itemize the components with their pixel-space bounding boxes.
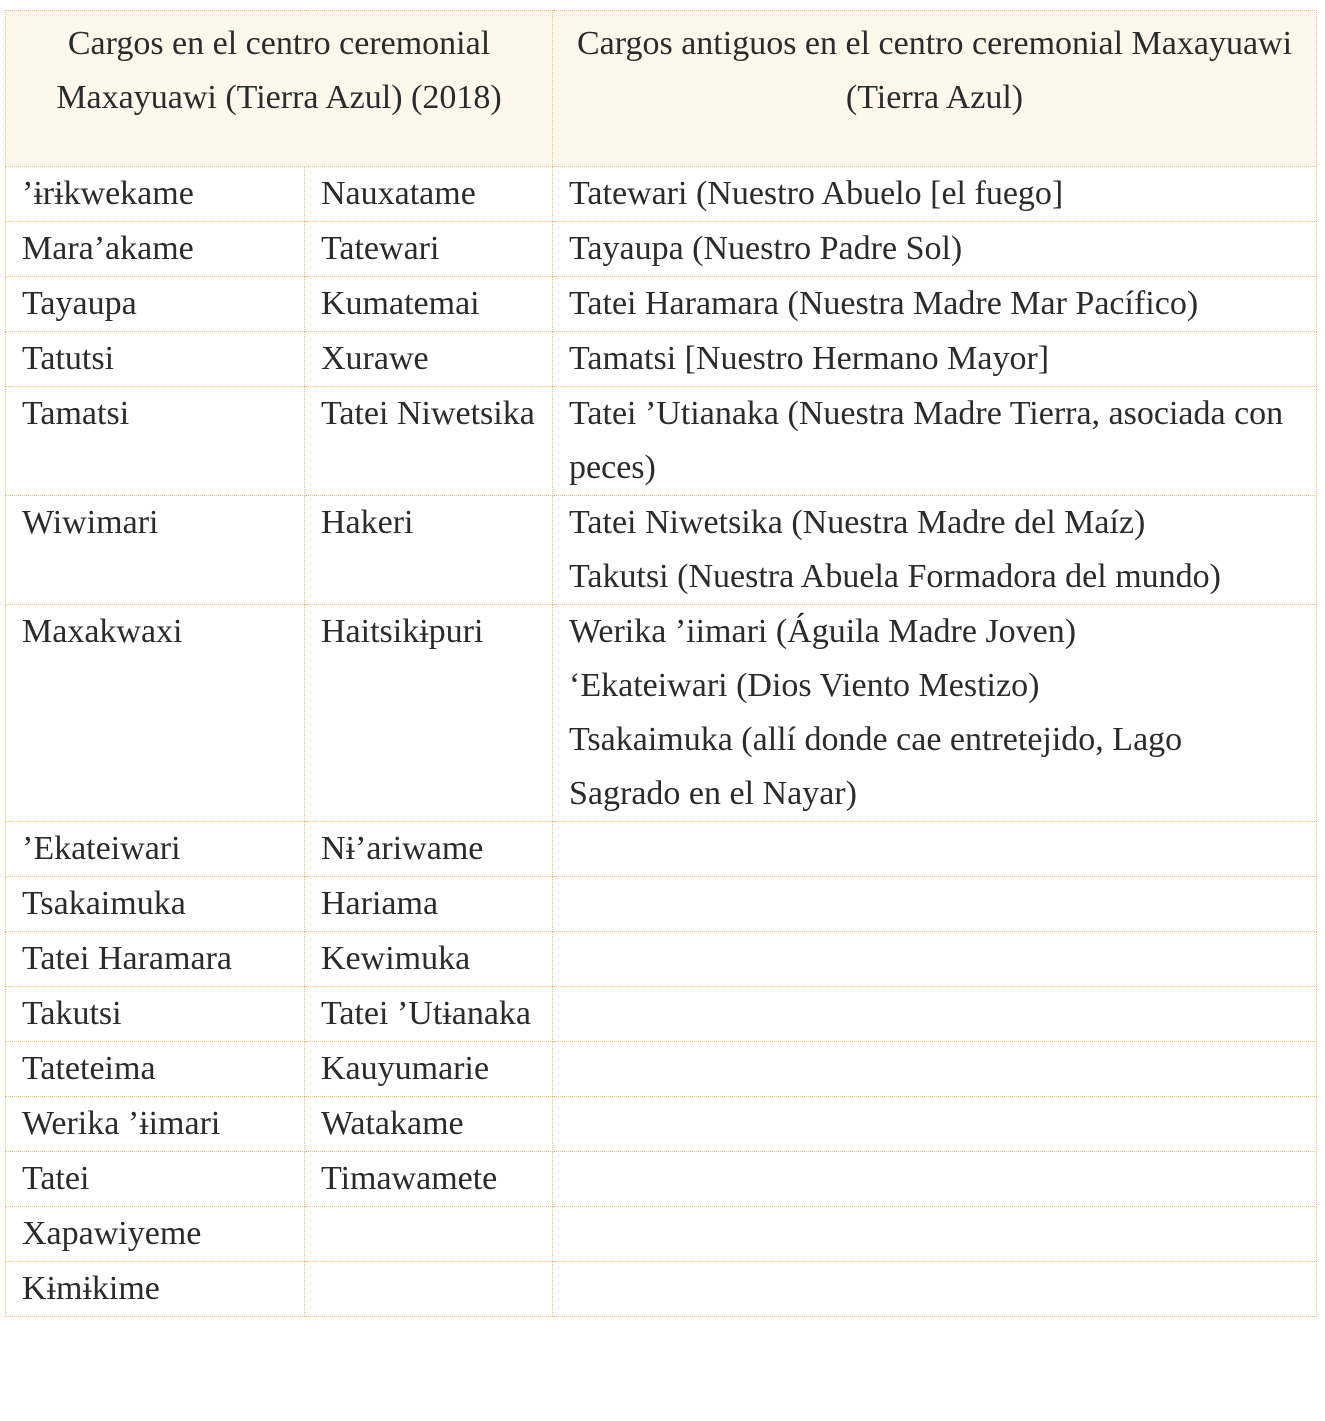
cargos-table: [5, 10, 1317, 1317]
cargo-2018-cell: Mara’akame: [6, 222, 305, 277]
cargo-antiguo-cell: [553, 822, 1317, 877]
cargo-2018-cell: Tsakaimuka: [6, 877, 305, 932]
cargo-antiguo-cell: [553, 932, 1317, 987]
cargo-2018-cell: Tatei Niwetsika: [305, 387, 553, 496]
table-row: [6, 387, 1317, 496]
cargo-2018-cell: Xapawiyeme: [6, 1207, 305, 1262]
cargo-antiguo-entry: Tatewari (Nuestro Abuelo [el fuego]: [569, 175, 1064, 212]
cargo-2018-cell: Maxakwaxi: [6, 605, 305, 822]
cargo-2018-cell: [305, 1207, 553, 1262]
cargo-antiguo-entry: Tamatsi [Nuestro Hermano Mayor]: [569, 340, 1050, 377]
table-row: [6, 167, 1317, 222]
cargo-2018-cell: Tatei Haramara: [6, 932, 305, 987]
cargo-antiguo-entry: Werika ’iimari (Águila Madre Joven): [569, 613, 1077, 650]
cargo-2018-cell: Tatewari: [305, 222, 553, 277]
table-row: [6, 496, 1317, 605]
cargo-antiguo-cell: [553, 496, 1317, 605]
table-row: [6, 1262, 1317, 1317]
cargo-2018-cell: Xurawe: [305, 332, 553, 387]
cargo-2018-cell: Haitsikɨpuri: [305, 605, 553, 822]
table-row: [6, 332, 1317, 387]
table-header: [6, 11, 1317, 167]
table-row: [6, 1097, 1317, 1152]
cargo-2018-cell: Watakame: [305, 1097, 553, 1152]
header-cargos-antiguos: Cargos antiguos en el centro ceremonial Maxayuawi (Tierra Azul): [553, 11, 1317, 167]
table-row: [6, 222, 1317, 277]
cargo-antiguo-cell: [553, 332, 1317, 387]
cargo-antiguo-cell: [553, 1097, 1317, 1152]
table-row: [6, 277, 1317, 332]
cargo-2018-cell: Hariama: [305, 877, 553, 932]
cargo-2018-cell: Tatei: [6, 1152, 305, 1207]
header-row: [6, 11, 1317, 167]
cargo-2018-cell: Nɨ’ariwame: [305, 822, 553, 877]
cargo-2018-cell: Kauyumarie: [305, 1042, 553, 1097]
cargo-antiguo-entry: Tatei Haramara (Nuestra Madre Mar Pacífico): [569, 285, 1199, 322]
header-cargos-2018: Cargos en el centro ceremonial Maxayuawi (Tierra Azul) (2018): [6, 11, 553, 167]
cargo-antiguo-cell: [553, 167, 1317, 222]
cargo-antiguo-cell: [553, 1152, 1317, 1207]
cargo-2018-cell: Kewimuka: [305, 932, 553, 987]
cargo-2018-cell: ’ɨrɨkwekame: [6, 167, 305, 222]
table-row: [6, 877, 1317, 932]
table-row: [6, 605, 1317, 822]
table-row: [6, 932, 1317, 987]
cargo-2018-cell: [305, 1262, 553, 1317]
cargo-antiguo-entry: Tatei Niwetsika (Nuestra Madre del Maíz): [569, 504, 1146, 541]
cargo-2018-cell: ’Ekateiwari: [6, 822, 305, 877]
cargo-2018-cell: Timawamete: [305, 1152, 553, 1207]
cargo-antiguo-cell: [553, 277, 1317, 332]
table-row: [6, 1207, 1317, 1262]
cargo-antiguo-cell: [553, 1042, 1317, 1097]
cargo-2018-cell: Hakeri: [305, 496, 553, 605]
cargo-antiguo-cell: [553, 387, 1317, 496]
cargo-2018-cell: Takutsi: [6, 987, 305, 1042]
cargo-2018-cell: Kɨmɨkime: [6, 1262, 305, 1317]
cargo-antiguo-entry: Tayaupa (Nuestro Padre Sol): [569, 230, 963, 267]
cargo-2018-cell: Tatutsi: [6, 332, 305, 387]
cargo-antiguo-cell: [553, 877, 1317, 932]
cargo-antiguo-cell: [553, 605, 1317, 822]
cargo-2018-cell: Nauxatame: [305, 167, 553, 222]
cargo-antiguo-entry: Tsakaimuka (allí donde cae entretejido, Lago Sagrado en el Nayar): [569, 721, 1183, 812]
cargo-antiguo-entry: Tatei ’Utianaka (Nuestra Madre Tierra, asociada con peces): [569, 395, 1284, 486]
cargo-2018-cell: Kumatemai: [305, 277, 553, 332]
cargo-2018-cell: Wiwimari: [6, 496, 305, 605]
cargo-2018-cell: Tatei ’Utɨanaka: [305, 987, 553, 1042]
table-row: [6, 1152, 1317, 1207]
cargo-2018-cell: Tateteima: [6, 1042, 305, 1097]
table-row: [6, 822, 1317, 877]
cargo-antiguo-entry: ‘Ekateiwari (Dios Viento Mestizo): [569, 667, 1040, 704]
cargo-antiguo-cell: [553, 1262, 1317, 1317]
table-row: [6, 987, 1317, 1042]
cargo-2018-cell: Tayaupa: [6, 277, 305, 332]
table-body: [6, 167, 1317, 1317]
cargo-2018-cell: Werika ’ɨimari: [6, 1097, 305, 1152]
cargo-2018-cell: Tamatsi: [6, 387, 305, 496]
cargo-antiguo-cell: [553, 1207, 1317, 1262]
table-row: [6, 1042, 1317, 1097]
cargo-antiguo-cell: [553, 987, 1317, 1042]
cargo-antiguo-cell: [553, 222, 1317, 277]
cargo-antiguo-entry: Takutsi (Nuestra Abuela Formadora del mundo): [569, 558, 1221, 595]
